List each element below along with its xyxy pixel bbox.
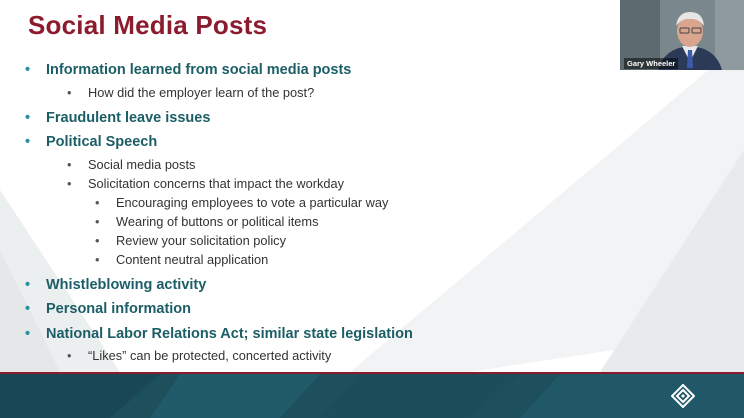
sub-sub-bullet-item xyxy=(24,250,604,269)
sub-bullet-text: How did the employer learn of the post? xyxy=(88,84,315,100)
bullet-list xyxy=(24,58,604,365)
bullet-dot-icon: • xyxy=(25,325,31,342)
sub-bullet-text: Solicitation concerns that impact the workday xyxy=(88,175,345,191)
bullet-item xyxy=(24,58,604,83)
sub-sub-bullet-item xyxy=(24,231,604,250)
sub-bullet-text: “Likes” can be protected, concerted activity xyxy=(88,348,332,363)
bullet-item xyxy=(24,322,604,347)
bullet-text: Whistleblowing activity xyxy=(46,276,207,293)
bullet-text: Information learned from social media posts xyxy=(46,62,352,78)
bullet-item xyxy=(24,297,604,322)
bullet-dot-icon: • xyxy=(25,276,31,293)
bullet-dot-icon: • xyxy=(95,194,100,210)
bullet-dot-icon: • xyxy=(95,232,100,248)
participant-name: Gary Wheeler xyxy=(624,58,678,69)
bullet-text: Personal information xyxy=(46,301,192,317)
sub-bullet-item xyxy=(24,346,604,365)
slide-title: Social Media Posts xyxy=(28,10,268,40)
footer-pattern xyxy=(0,374,744,418)
sub-sub-bullet-text: Review your solicitation policy xyxy=(116,232,286,248)
bullet-dot-icon: • xyxy=(67,348,72,363)
sub-sub-bullet-item xyxy=(24,193,604,212)
bullet-dot-icon: • xyxy=(25,62,31,78)
bullet-dot-icon: • xyxy=(67,156,72,172)
bullet-dot-icon: • xyxy=(67,84,72,100)
sub-sub-bullet-text: Encouraging employees to vote a particular way xyxy=(116,194,389,210)
bullet-dot-icon: • xyxy=(25,301,31,317)
bullet-dot-icon: • xyxy=(67,175,72,191)
sub-bullet-item xyxy=(24,174,604,193)
sub-sub-bullet-text: Content neutral application xyxy=(116,251,269,267)
sub-bullet-item xyxy=(24,83,604,102)
bullet-text: National Labor Relations Act; similar state legislation xyxy=(46,325,413,342)
sub-sub-bullet-item xyxy=(24,212,604,231)
sub-bullet-text: Social media posts xyxy=(88,156,196,172)
participant-video-tile[interactable] xyxy=(620,0,744,70)
sub-bullet-item xyxy=(24,155,604,174)
bullet-item xyxy=(24,130,604,155)
bullet-item xyxy=(24,273,604,298)
bullet-dot-icon: • xyxy=(95,251,100,267)
bullet-text: Fraudulent leave issues xyxy=(46,109,211,126)
bullet-dot-icon: • xyxy=(95,213,100,229)
bullet-dot-icon: • xyxy=(25,134,31,150)
bullet-text: Political Speech xyxy=(46,134,158,150)
slide-footer xyxy=(0,374,744,418)
bullet-dot-icon: • xyxy=(25,109,31,126)
sub-sub-bullet-text: Wearing of buttons or political items xyxy=(116,213,319,229)
bullet-item xyxy=(24,106,604,131)
diamond-logo-icon xyxy=(671,384,695,408)
